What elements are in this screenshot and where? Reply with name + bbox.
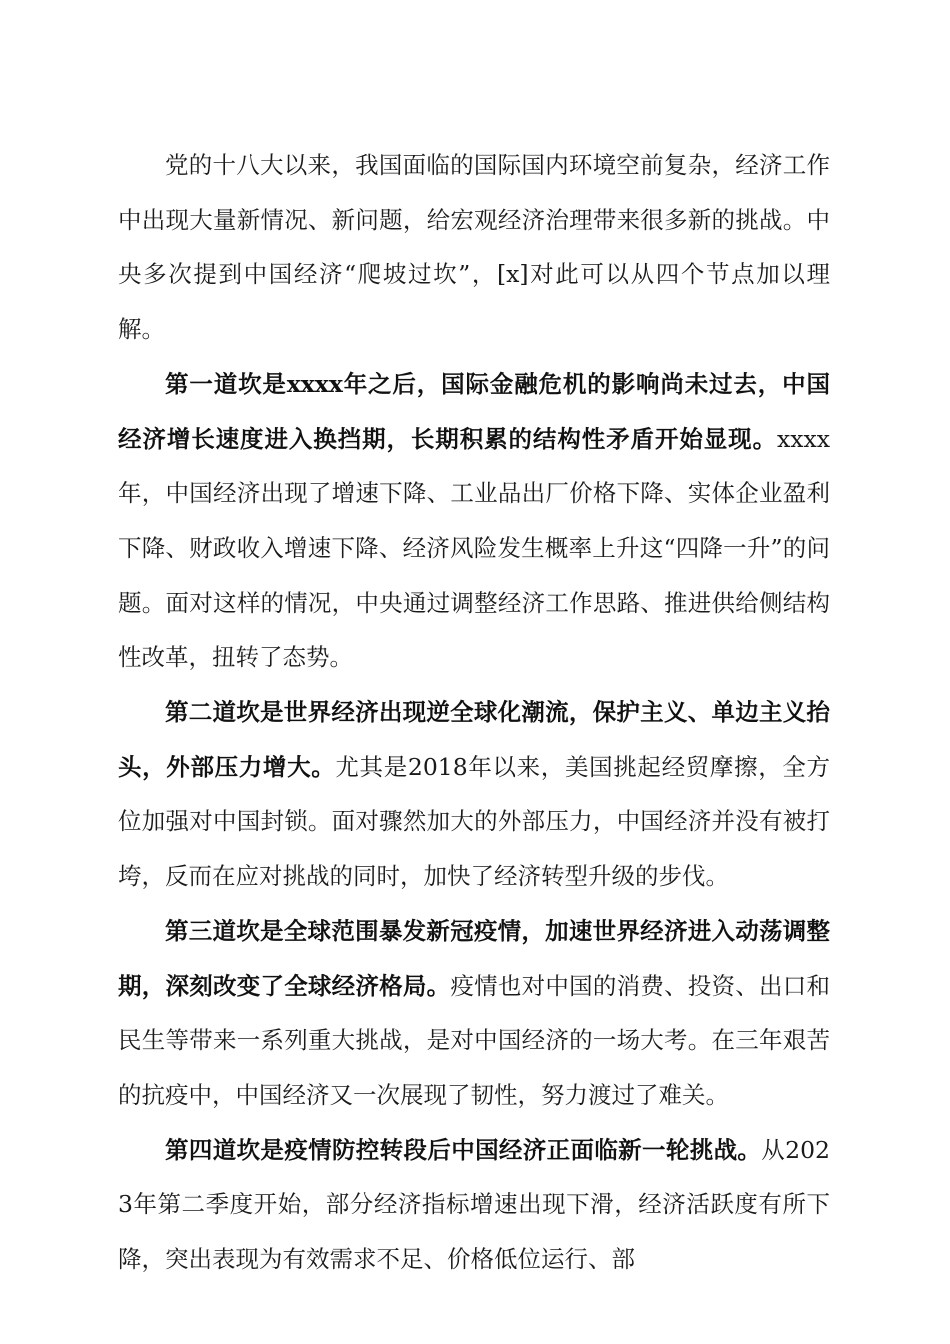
- paragraph-4-body: 疫情也对中国的消费、投资、出口和民生等带来一系列重大挑战，是对中国经济的一场大考。在三年艰苦的抗疫中，中国经济又一次展现了韧性，努力渡过了难关。: [118, 971, 831, 1109]
- paragraph-5-body: 从2023年第二季度开始，部分经济指标增速出现下滑，经济活跃度有所下降，突出表现为有效需求不足、价格低位运行、部: [118, 1135, 831, 1274]
- paragraph-2-body: xxxx年，中国经济出现了增速下降、工业品出厂价格下降、实体企业盈利下降、财政收入增速下降、经济风险发生概率上升这“四降一升”的问题。面对这样的情况，中央通过调整经济工作思路、推进供给侧结构性改革，扭转了态势。: [118, 424, 830, 672]
- paragraph-5: [118, 1123, 830, 1287]
- paragraph-3-body: 尤其是2018年以来，美国挑起经贸摩擦，全方位加强对中国封锁。面对骤然加大的外部压力，中国经济并没有被打垮，反而在应对挑战的同时，加快了经济转型升级的步伐。: [118, 752, 831, 891]
- paragraph-5-lead: 第四道坎是疫情防控转段后中国经济正面临新一轮挑战。: [165, 1135, 762, 1164]
- paragraph-2-lead: 第一道坎是xxxx年之后，国际金融危机的影响尚未过去，中国经济增长速度进入换挡期，长期积累的结构性矛盾开始显现。: [118, 369, 830, 453]
- paragraph-3-lead: 第二道坎是世界经济出现逆全球化潮流，保护主义、单边主义抬头，外部压力增大。: [118, 698, 830, 781]
- paragraph-2: [118, 357, 830, 685]
- document-body: [118, 138, 830, 1287]
- paragraph-1: [118, 138, 830, 357]
- paragraph-4-lead: 第三道坎是全球范围暴发新冠疫情，加速世界经济进入动荡调整期，深刻改变了全球经济格局。: [118, 916, 830, 1000]
- paragraph-1-body: 党的十八大以来，我国面临的国际国内环境空前复杂，经济工作中出现大量新情况、新问题，给宏观经济治理带来很多新的挑战。中央多次提到中国经济“爬坡过坎”，[x]对此可以从四个节点加以理解。: [118, 151, 830, 344]
- paragraph-3: [118, 685, 830, 904]
- paragraph-4: [118, 904, 830, 1123]
